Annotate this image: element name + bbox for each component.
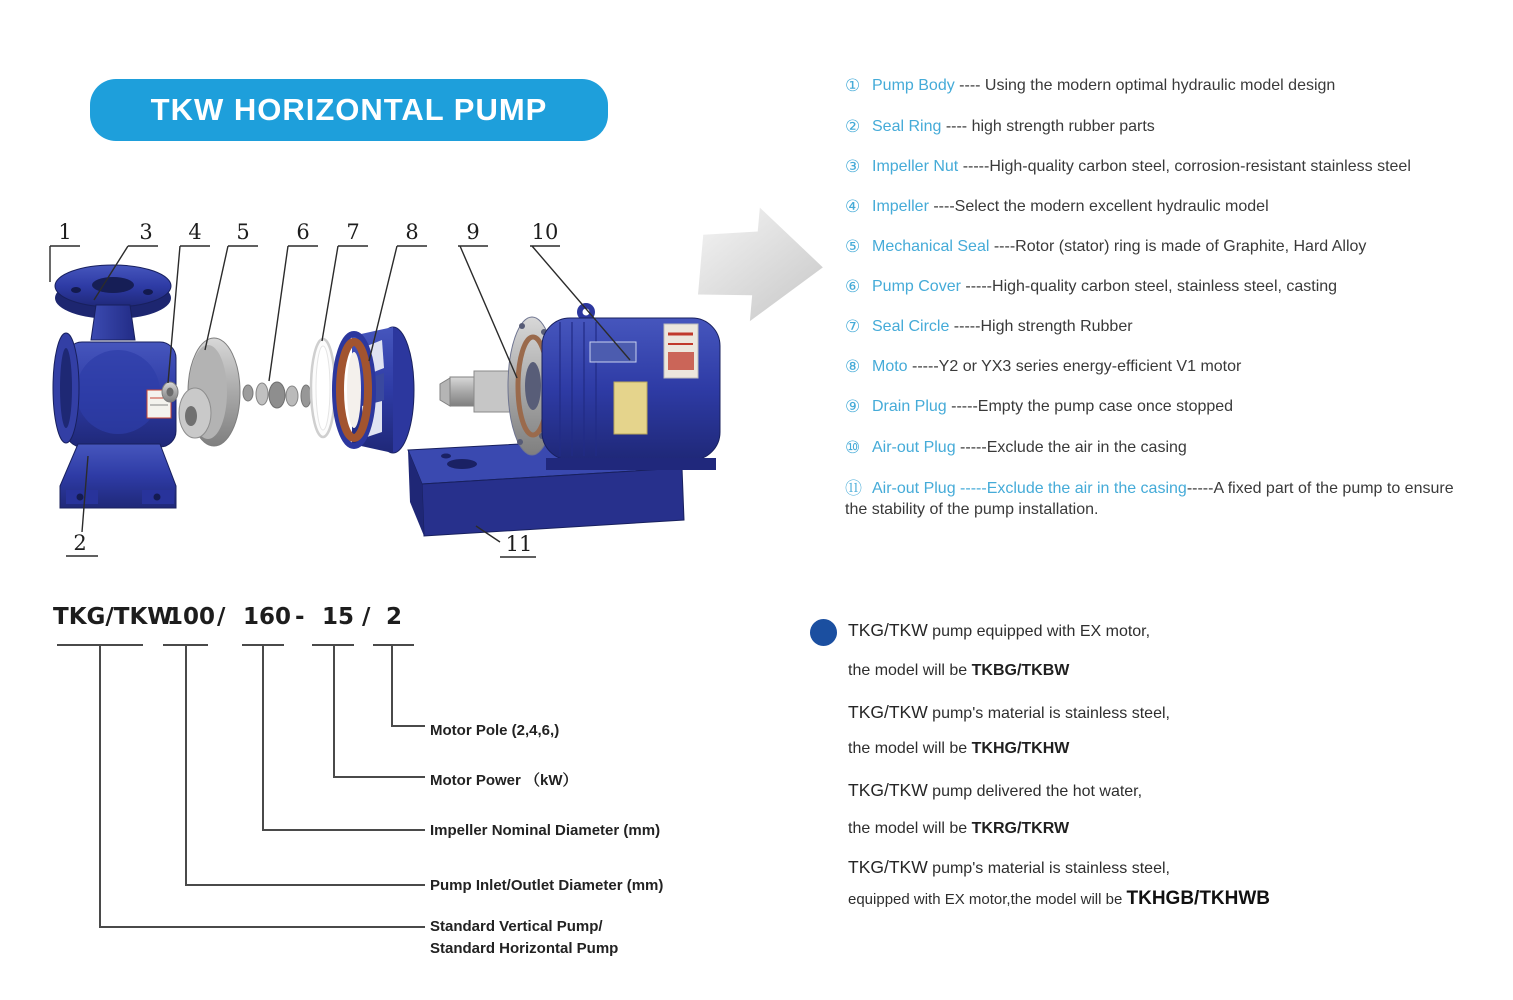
- part-row: [845, 317, 1485, 337]
- callout-number: 2: [73, 531, 87, 555]
- part-separator: ----: [928, 198, 955, 215]
- part-description: Rotor (stator) ring is made of Graphite, Hard Alloy: [1015, 238, 1367, 255]
- part-label: Drain Plug: [872, 398, 947, 415]
- model-segment: /: [362, 604, 371, 630]
- callout-number: 9: [466, 220, 480, 244]
- part-description: High strength Rubber: [980, 318, 1133, 335]
- title-banner: [90, 79, 608, 141]
- part-separator: -----: [949, 318, 981, 335]
- callout-number: 6: [296, 220, 310, 244]
- model-segment: TKG/TKW: [53, 604, 173, 630]
- part-label: Mechanical Seal: [872, 238, 990, 255]
- note-line: TKG/TKW pump delivered the hot water,: [848, 780, 1143, 800]
- bullet-icon: [810, 619, 837, 646]
- part-label: Air-out Plug: [872, 480, 956, 497]
- part-row: [845, 357, 1485, 377]
- seal-circle-gasket: [311, 339, 335, 437]
- pump-cover: [335, 327, 414, 453]
- model-label: Motor Pole (2,4,6,): [430, 722, 560, 739]
- motor: [440, 303, 720, 470]
- part-row: [845, 117, 1485, 137]
- part-description: Empty the pump case once stopped: [977, 398, 1234, 415]
- part-description: high strength rubber parts: [971, 118, 1155, 135]
- callout-number: 10: [531, 220, 559, 244]
- part-description: A fixed part of the pump to ensure the stability of the pump installation.: [845, 480, 1454, 518]
- part-row: [845, 478, 1473, 520]
- connector-line: [99, 926, 425, 928]
- part-description: Using the modern optimal hydraulic model design: [984, 77, 1336, 94]
- model-label: Motor Power （kW）: [430, 772, 578, 789]
- note-line: TKG/TKW pump equipped with EX motor,: [848, 620, 1151, 640]
- model-segment: 100: [167, 604, 216, 630]
- circled-number-icon: ⑤: [845, 237, 861, 256]
- pump-exploded-diagram: [30, 220, 770, 570]
- mechanical-seal-parts: [243, 382, 311, 408]
- circled-number-icon: ⑦: [845, 317, 861, 336]
- part-row: [845, 197, 1485, 217]
- impeller-nut: [162, 382, 178, 402]
- connector-line: [333, 645, 335, 778]
- right-arrow-icon: [697, 203, 828, 327]
- model-segment: 15: [322, 604, 355, 630]
- callout-number: 11: [505, 532, 533, 556]
- part-row: [845, 438, 1485, 458]
- callout-leader-line: [269, 246, 318, 381]
- callout-leader-line: [458, 246, 517, 378]
- part-description: Y2 or YX3 series energy-efficient V1 motor: [938, 358, 1242, 375]
- callout-number: 4: [188, 220, 202, 244]
- connector-line: [262, 829, 425, 831]
- part-description: Select the modern excellent hydraulic model: [954, 198, 1269, 215]
- connector-line: [185, 645, 187, 886]
- part-label: Seal Ring: [872, 118, 942, 135]
- part-description: High-quality carbon steel, stainless steel, casting: [992, 278, 1338, 295]
- model-label: Standard Vertical Pump/: [430, 918, 603, 935]
- note-line: the model will be TKHG/TKHW: [848, 740, 1070, 757]
- part-label: Pump Cover: [872, 278, 961, 295]
- part-separator: -----: [955, 439, 987, 456]
- note-line: the model will be TKRG/TKRW: [848, 820, 1070, 837]
- circled-number-icon: ⑨: [845, 397, 861, 416]
- impeller: [179, 338, 240, 446]
- model-label: Impeller Nominal Diameter (mm): [430, 822, 661, 839]
- connector-line: [262, 645, 264, 831]
- circled-number-icon: ⑥: [845, 277, 861, 296]
- callout-number: 7: [346, 220, 360, 244]
- circled-number-icon: ⑪: [845, 479, 862, 498]
- callout-number: 5: [236, 220, 250, 244]
- callout-number: 3: [139, 220, 153, 244]
- circled-number-icon: ⑧: [845, 357, 861, 376]
- part-row: [845, 157, 1485, 177]
- connector-line: [185, 884, 425, 886]
- part-description: Exclude the air in the casing: [986, 439, 1187, 456]
- circled-number-icon: ③: [845, 157, 861, 176]
- connector-line: [333, 776, 425, 778]
- callout-number: 8: [405, 220, 419, 244]
- part-label: Impeller Nut: [872, 158, 959, 175]
- part-separator: -----: [958, 158, 990, 175]
- connector-line: [99, 645, 101, 928]
- callout-leader-line: [205, 246, 258, 350]
- model-segment: 2: [386, 604, 403, 630]
- model-segment: -: [295, 604, 305, 630]
- part-separator: ----: [989, 238, 1016, 255]
- part-description: High-quality carbon steel, corrosion-resistant stainless steel: [989, 158, 1411, 175]
- part-separator: -----: [955, 480, 987, 497]
- part-label: Impeller: [872, 198, 929, 215]
- note-line: TKG/TKW pump's material is stainless steel,: [848, 702, 1170, 722]
- circled-number-icon: ②: [845, 117, 861, 136]
- note-line: equipped with EX motor,the model will be TKHGB/TKHWB: [848, 888, 1271, 909]
- part-label: Seal Circle: [872, 318, 950, 335]
- part-separator: -----: [960, 278, 993, 295]
- circled-number-icon: ①: [845, 76, 861, 95]
- flow-arrow: [697, 196, 832, 331]
- connector-line: [391, 645, 393, 727]
- callout-number: 1: [58, 220, 72, 244]
- model-label: Pump Inlet/Outlet Diameter (mm): [430, 877, 664, 894]
- part-label: Pump Body: [872, 77, 955, 94]
- part-separator: ----: [954, 77, 985, 94]
- part-label: Moto: [872, 358, 908, 375]
- callout-leader-line: [322, 246, 368, 341]
- circled-number-icon: ⑩: [845, 438, 861, 457]
- model-segment: 160: [243, 604, 292, 630]
- circled-number-icon: ④: [845, 197, 861, 216]
- part-row: [845, 277, 1485, 297]
- part-row: [845, 237, 1485, 257]
- part-description-cyan: Exclude the air in the casing: [986, 480, 1187, 497]
- note-line: the model will be TKBG/TKBW: [848, 662, 1070, 679]
- model-label: Standard Horizontal Pump: [430, 940, 619, 957]
- part-separator: ----: [941, 118, 972, 135]
- part-separator: -----: [946, 398, 978, 415]
- pump-body: [53, 265, 176, 508]
- part-separator: -----: [907, 358, 939, 375]
- part-label: Air-out Plug: [872, 439, 956, 456]
- page-title: TKW HORIZONTAL PUMP: [150, 92, 548, 127]
- underline: [373, 644, 414, 646]
- part-separator: -----: [1186, 480, 1214, 497]
- part-row: [845, 76, 1485, 96]
- connector-line: [391, 725, 425, 727]
- note-line: TKG/TKW pump's material is stainless steel,: [848, 857, 1170, 877]
- part-row: [845, 397, 1485, 417]
- model-segment: /: [217, 604, 226, 630]
